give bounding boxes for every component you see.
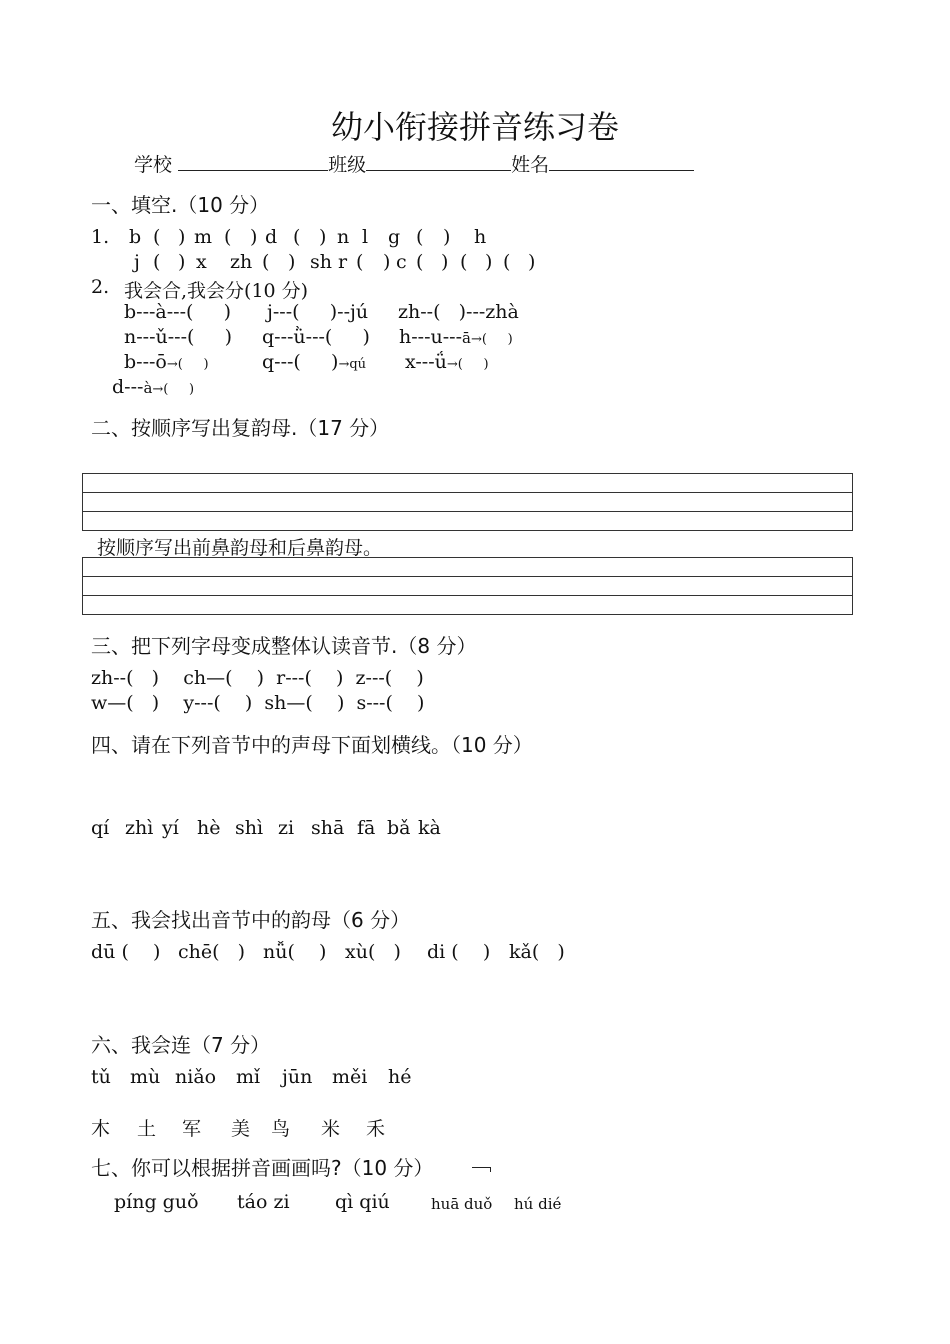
syllable: bǎ: [387, 817, 411, 839]
combine-item: b---à---( ): [124, 301, 232, 323]
combine-item: d---à→( ): [112, 376, 195, 398]
combine-item: x---ǘ→( ): [405, 351, 489, 373]
hanzi-char: 木: [91, 1118, 111, 1140]
final-item: xù( ): [345, 941, 401, 963]
fill-token: ): [319, 226, 327, 248]
pinyin-word: táo zi: [237, 1191, 290, 1213]
school-blank[interactable]: [178, 152, 328, 171]
pinyin-word: huā duǒ: [431, 1195, 493, 1213]
fill-token: x: [196, 251, 207, 273]
fill-token: ): [443, 226, 451, 248]
school-label: 学校: [134, 154, 173, 176]
syllable: yí: [162, 817, 179, 839]
syllable: fā: [357, 817, 376, 839]
combine-item: q---ǜ---( ): [262, 326, 370, 348]
fill-token: (: [293, 226, 301, 248]
pinyin-word: měi: [332, 1066, 368, 1088]
pinyin-word: píng guǒ: [114, 1191, 199, 1213]
q1-number: 1.: [91, 226, 110, 248]
combine-item: zh--( )---zhà: [398, 301, 519, 323]
fill-token: (: [153, 226, 161, 248]
syllable: shì: [235, 817, 264, 839]
fill-token: (: [356, 251, 364, 273]
pinyin-word: niǎo: [175, 1066, 217, 1088]
fill-token: sh: [310, 251, 332, 273]
info-line: [134, 150, 694, 177]
fill-token: m: [194, 226, 213, 248]
hanzi-char: 禾: [366, 1118, 386, 1140]
fill-token: c: [396, 251, 407, 273]
fill-token: (: [262, 251, 270, 273]
fill-token: (: [416, 251, 424, 273]
hanzi-char: 美: [231, 1118, 251, 1140]
fill-token: (: [460, 251, 468, 273]
fill-token: (: [416, 226, 424, 248]
fill-token: r: [338, 251, 348, 273]
syllable: zi: [278, 817, 295, 839]
section1-heading: 一、填空.（10 分）: [91, 193, 270, 217]
combine-item: h---u---ā→( ): [399, 326, 513, 348]
syllable: zhì: [125, 817, 154, 839]
section3-heading: 三、把下列字母变成整体认读音节.（8 分）: [91, 634, 477, 658]
syllable-line-2: w—( ) y---( ) sh—( ) s---( ): [91, 692, 425, 714]
combine-item: b---ō→( ): [124, 351, 209, 373]
fill-token: b: [129, 226, 142, 248]
section7-heading: 七、你可以根据拼音画画吗?（10 分）: [91, 1156, 434, 1180]
fill-token: ): [288, 251, 296, 273]
syllable: qí: [91, 817, 110, 839]
section5-heading: 五、我会找出音节中的韵母（6 分）: [91, 908, 411, 932]
class-label: 班级: [328, 154, 367, 176]
section6-heading: 六、我会连（7 分）: [91, 1033, 271, 1057]
fill-token: ): [383, 251, 391, 273]
pinyin-word: qì qiú: [335, 1191, 390, 1213]
section2-subheading: 按顺序写出前鼻韵母和后鼻韵母。: [97, 537, 383, 559]
fill-token: ): [178, 251, 186, 273]
hanzi-char: 米: [321, 1118, 341, 1140]
combine-item: n---ǔ---( ): [124, 326, 233, 348]
fill-token: g: [388, 226, 401, 248]
fill-token: (: [153, 251, 161, 273]
pinyin-word: mǐ: [236, 1066, 261, 1088]
name-blank[interactable]: [549, 152, 694, 171]
final-item: di ( ): [427, 941, 491, 963]
section4-heading: 四、请在下列音节中的声母下面划横线。（10 分）: [91, 733, 533, 757]
q2-title: 我会合,我会分(10 分): [124, 280, 309, 302]
fill-token: l: [362, 226, 369, 248]
corner-mark: [472, 1167, 491, 1172]
final-item: chē( ): [178, 941, 246, 963]
writing-grid-2[interactable]: [82, 557, 853, 615]
hanzi-char: 军: [182, 1118, 202, 1140]
fill-token: h: [474, 226, 487, 248]
fill-token: (: [503, 251, 511, 273]
hanzi-char: 土: [137, 1118, 157, 1140]
pinyin-word: tǔ: [91, 1066, 111, 1088]
fill-token: zh: [230, 251, 253, 273]
fill-token: ): [441, 251, 449, 273]
fill-token: ): [250, 226, 258, 248]
q2-number: 2.: [91, 276, 110, 298]
page-title: 幼小衔接拼音练习卷: [330, 108, 619, 146]
fill-token: d: [265, 226, 278, 248]
final-item: nǚ( ): [263, 941, 327, 963]
combine-item: j---( )--jú: [267, 301, 369, 323]
name-label: 姓名: [511, 154, 550, 176]
hanzi-char: 鸟: [271, 1118, 291, 1140]
syllable: kà: [418, 817, 441, 839]
pinyin-word: mù: [130, 1066, 161, 1088]
section2-heading: 二、按顺序写出复韵母.（17 分）: [91, 416, 390, 440]
final-item: dū ( ): [91, 941, 161, 963]
pinyin-word: hé: [388, 1066, 412, 1088]
syllable: shā: [311, 817, 345, 839]
fill-token: j: [134, 251, 140, 273]
fill-token: ): [178, 226, 186, 248]
fill-token: ): [485, 251, 493, 273]
pinyin-word: jūn: [282, 1066, 313, 1088]
syllable: hè: [197, 817, 221, 839]
pinyin-word: hú dié: [514, 1195, 562, 1213]
class-blank[interactable]: [366, 152, 511, 171]
combine-item: q---( )→qú: [262, 351, 367, 373]
fill-token: (: [224, 226, 232, 248]
final-item: kǎ( ): [509, 941, 565, 963]
fill-token: ): [528, 251, 536, 273]
fill-token: n: [337, 226, 350, 248]
syllable-line-1: zh--( ) ch—( ) r---( ) z---( ): [91, 667, 424, 689]
writing-grid-1[interactable]: [82, 473, 853, 531]
